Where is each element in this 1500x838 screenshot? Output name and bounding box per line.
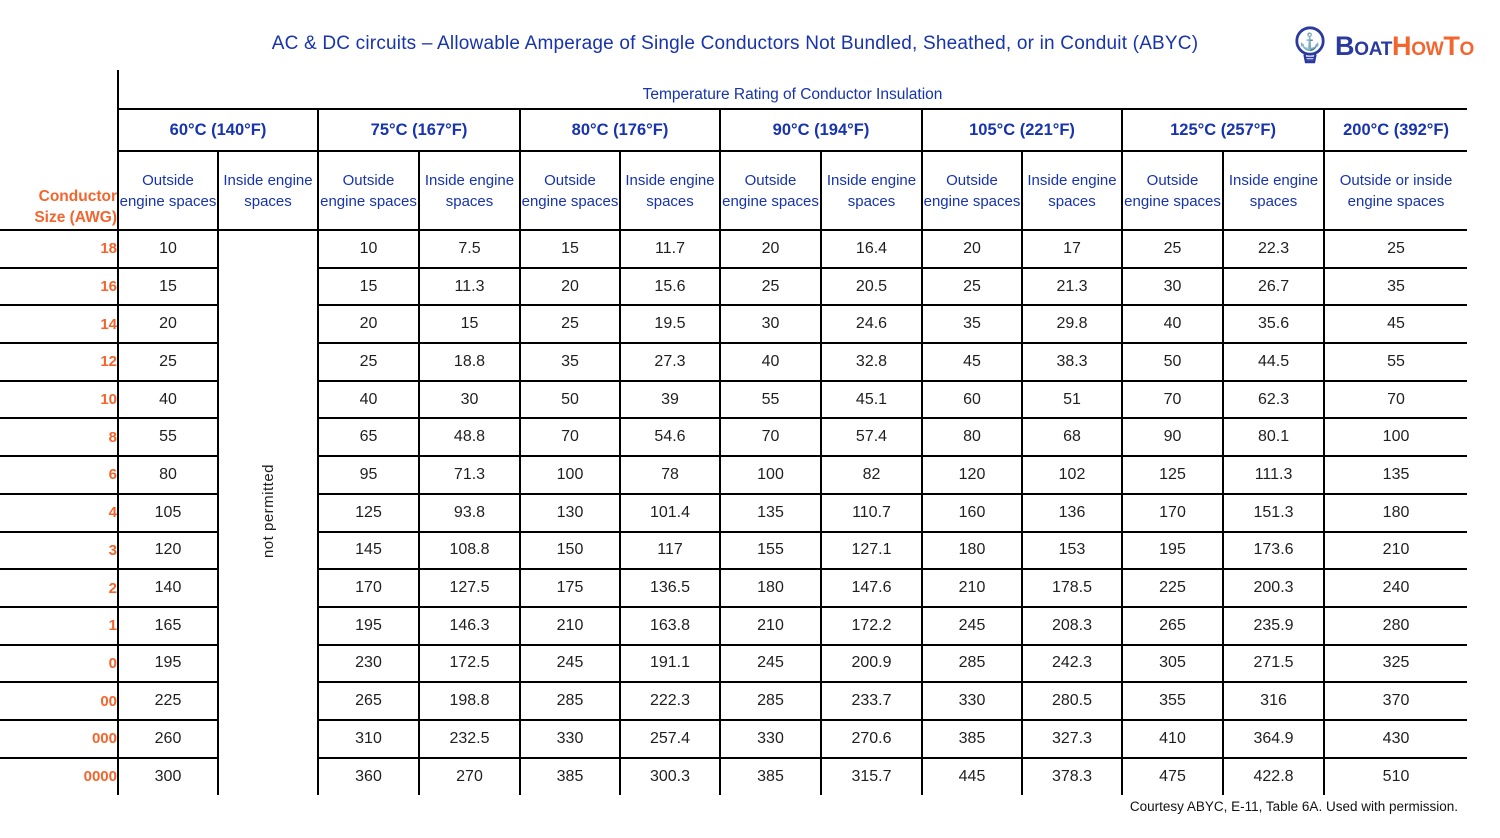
amperage-value: 422.8 [1223,758,1324,796]
amperage-value: 40 [318,381,419,419]
amperage-value: 29.8 [1022,305,1122,343]
amperage-value: 172.2 [821,607,922,645]
amperage-value: 175 [520,569,620,607]
amperage-value: 378.3 [1022,758,1122,796]
amperage-value: 200.9 [821,645,922,683]
subheader-cell: Outside engine spaces [520,151,620,230]
amperage-value: 70 [1324,381,1467,419]
amperage-value: 27.3 [620,343,720,381]
amperage-value: 80 [922,418,1022,456]
amperage-value: 260 [118,720,218,758]
amperage-value: 245 [520,645,620,683]
amperage-value: 26.7 [1223,268,1324,306]
subheader-cell: Outside engine spaces [922,151,1022,230]
amperage-value: 44.5 [1223,343,1324,381]
amperage-value: 270.6 [821,720,922,758]
left-divider-extension [117,70,119,110]
amperage-value: 15 [419,305,520,343]
amperage-value: 385 [922,720,1022,758]
temp-header-cell: 105°C (221°F) [922,109,1122,151]
amperage-value: 39 [620,381,720,419]
awg-label: 12 [0,343,118,381]
footer-credit: Courtesy ABYC, E-11, Table 6A. Used with permission. [1129,799,1458,814]
amperage-value: 210 [1324,532,1467,570]
amperage-value: 30 [1122,268,1223,306]
boathowto-logo [1289,24,1474,68]
amperage-value: 25 [118,343,218,381]
amperage-value: 330 [922,682,1022,720]
amperage-value: 51 [1022,381,1122,419]
amperage-value: 40 [118,381,218,419]
row-axis-label-line: Conductor [38,188,117,206]
amperage-value: 170 [1122,494,1223,532]
amperage-value: 125 [1122,456,1223,494]
amperage-value: 105 [118,494,218,532]
amperage-value: 22.3 [1223,230,1324,268]
awg-label: 8 [0,418,118,456]
amperage-value: 310 [318,720,419,758]
amperage-value: 165 [118,607,218,645]
amperage-value: 510 [1324,758,1467,796]
amperage-value: 136 [1022,494,1122,532]
subheader-cell: Inside engine spaces [419,151,520,230]
amperage-value: 65 [318,418,419,456]
amperage-value: 45 [1324,305,1467,343]
amperage-value: 62.3 [1223,381,1324,419]
amperage-value: 257.4 [620,720,720,758]
amperage-value: 127.1 [821,532,922,570]
amperage-value: 360 [318,758,419,796]
amperage-value: 20 [720,230,821,268]
amperage-value: 195 [118,645,218,683]
corner-spacer [0,109,118,151]
amperage-value: 15.6 [620,268,720,306]
amperage-value: 55 [720,381,821,419]
amperage-value: 280.5 [1022,682,1122,720]
amperage-value: 24.6 [821,305,922,343]
amperage-value: 35 [520,343,620,381]
amperage-value: 385 [520,758,620,796]
awg-label: 14 [0,305,118,343]
amperage-value: 17 [1022,230,1122,268]
subheader-cell: Outside or inside engine spaces [1324,151,1467,230]
amperage-value: 10 [318,230,419,268]
amperage-value: 7.5 [419,230,520,268]
amperage-value: 316 [1223,682,1324,720]
amperage-value: 111.3 [1223,456,1324,494]
amperage-value: 20 [922,230,1022,268]
amperage-value: 100 [1324,418,1467,456]
amperage-value: 95 [318,456,419,494]
amperage-value: 410 [1122,720,1223,758]
row-axis-label [0,151,118,230]
amperage-value: 160 [922,494,1022,532]
amperage-value: 50 [1122,343,1223,381]
amperage-value: 325 [1324,645,1467,683]
amperage-value: 222.3 [620,682,720,720]
amperage-value: 271.5 [1223,645,1324,683]
subheader-cell: Inside engine spaces [620,151,720,230]
amperage-value: 475 [1122,758,1223,796]
amperage-value: 180 [1324,494,1467,532]
awg-label: 4 [0,494,118,532]
awg-label: 2 [0,569,118,607]
amperage-value: 210 [720,607,821,645]
amperage-value: 15 [318,268,419,306]
amperage-value: 117 [620,532,720,570]
temp-header-cell: 125°C (257°F) [1122,109,1324,151]
temp-header-cell: 90°C (194°F) [720,109,922,151]
amperage-value: 20 [520,268,620,306]
amperage-value: 242.3 [1022,645,1122,683]
amperage-value: 285 [922,645,1022,683]
subheader-cell: Outside engine spaces [118,151,218,230]
amperage-value: 173.6 [1223,532,1324,570]
amperage-value: 200.3 [1223,569,1324,607]
amperage-value: 445 [922,758,1022,796]
amperage-value: 80.1 [1223,418,1324,456]
amperage-value: 54.6 [620,418,720,456]
amperage-value: 20 [118,305,218,343]
amperage-value: 230 [318,645,419,683]
amperage-value: 146.3 [419,607,520,645]
amperage-value: 315.7 [821,758,922,796]
amperage-value: 55 [118,418,218,456]
awg-label: 18 [0,230,118,268]
amperage-value: 210 [520,607,620,645]
amperage-value: 25 [922,268,1022,306]
amperage-value: 172.5 [419,645,520,683]
amperage-value: 330 [720,720,821,758]
amperage-value: 233.7 [821,682,922,720]
amperage-value: 180 [720,569,821,607]
temp-header-cell: 200°C (392°F) [1324,109,1467,151]
amperage-value: 130 [520,494,620,532]
amperage-value: 11.3 [419,268,520,306]
amperage-value: 25 [520,305,620,343]
amperage-value: 38.3 [1022,343,1122,381]
awg-label: 6 [0,456,118,494]
not-permitted-cell [218,230,318,795]
lightbulb-anchor-icon [1289,24,1331,68]
awg-label: 1 [0,607,118,645]
amperage-value: 195 [1122,532,1223,570]
amperage-value: 355 [1122,682,1223,720]
amperage-value: 151.3 [1223,494,1324,532]
amperage-value: 127.5 [419,569,520,607]
amperage-value: 82 [821,456,922,494]
table-super-header: Temperature Rating of Conductor Insulation [642,86,943,103]
amperage-value: 35.6 [1223,305,1324,343]
amperage-value: 70 [520,418,620,456]
amperage-value: 30 [720,305,821,343]
amperage-value: 147.6 [821,569,922,607]
amperage-value: 16.4 [821,230,922,268]
amperage-value: 15 [118,268,218,306]
page-title: AC & DC circuits – Allowable Amperage of Single Conductors Not Bundled, Sheathed, or in Conduit (ABYC) [271,33,1199,54]
amperage-value: 232.5 [419,720,520,758]
amperage-value: 20.5 [821,268,922,306]
logo-howto: HowTo [1392,30,1474,61]
amperage-value: 150 [520,532,620,570]
svg-text:⚓: ⚓ [1299,32,1321,52]
amperage-value: 55 [1324,343,1467,381]
subheader-cell: Outside engine spaces [318,151,419,230]
awg-label: 0000 [83,768,117,786]
amperage-value: 102 [1022,456,1122,494]
amperage-value: 40 [720,343,821,381]
subheader-cell: Outside engine spaces [720,151,821,230]
amperage-value: 191.1 [620,645,720,683]
awg-label: 000 [0,720,118,758]
table-row [0,230,1467,268]
amperage-value: 385 [720,758,821,796]
amperage-value: 48.8 [419,418,520,456]
amperage-value: 25 [1122,230,1223,268]
amperage-value: 163.8 [620,607,720,645]
amperage-value: 50 [520,381,620,419]
amperage-value: 70 [720,418,821,456]
amperage-value: 93.8 [419,494,520,532]
amperage-value: 35 [1324,268,1467,306]
amperage-value: 235.9 [1223,607,1324,645]
amperage-value: 32.8 [821,343,922,381]
amperage-value: 80 [118,456,218,494]
amperage-value: 10 [118,230,218,268]
awg-label: 16 [0,268,118,306]
awg-label: 00 [0,682,118,720]
temp-header-cell: 75°C (167°F) [318,109,520,151]
amperage-value: 45 [922,343,1022,381]
amperage-value: 225 [118,682,218,720]
amperage-value: 110.7 [821,494,922,532]
amperage-value: 327.3 [1022,720,1122,758]
amperage-value: 25 [1324,230,1467,268]
amperage-value: 145 [318,532,419,570]
amperage-value: 198.8 [419,682,520,720]
amperage-value: 364.9 [1223,720,1324,758]
amperage-value: 285 [720,682,821,720]
not-permitted-label: not permitted [259,463,277,558]
amperage-value: 135 [1324,456,1467,494]
amperage-value: 330 [520,720,620,758]
amperage-value: 90 [1122,418,1223,456]
amperage-value: 155 [720,532,821,570]
amperage-value: 45.1 [821,381,922,419]
logo-wordmark [1335,30,1474,61]
amperage-value: 15 [520,230,620,268]
subheader-cell: Outside engine spaces [1122,151,1223,230]
amperage-value: 208.3 [1022,607,1122,645]
amperage-value: 60 [922,381,1022,419]
subheader-cell: Inside engine spaces [218,151,318,230]
amperage-value: 300.3 [620,758,720,796]
amperage-value: 245 [720,645,821,683]
amperage-value: 195 [318,607,419,645]
amperage-value: 71.3 [419,456,520,494]
amperage-value: 70 [1122,381,1223,419]
amperage-value: 430 [1324,720,1467,758]
subheader-cell: Inside engine spaces [821,151,922,230]
amperage-value: 153 [1022,532,1122,570]
amperage-value: 270 [419,758,520,796]
amperage-value: 21.3 [1022,268,1122,306]
amperage-value: 57.4 [821,418,922,456]
amperage-value: 30 [419,381,520,419]
row-axis-label-line: Size (AWG) [34,209,117,227]
amperage-value: 265 [318,682,419,720]
awg-label: 3 [0,532,118,570]
amperage-value: 140 [118,569,218,607]
amperage-value: 180 [922,532,1022,570]
amperage-value: 178.5 [1022,569,1122,607]
amperage-value: 120 [922,456,1022,494]
amperage-value: 100 [520,456,620,494]
subheader-cell: Inside engine spaces [1223,151,1324,230]
amperage-value: 135 [720,494,821,532]
amperage-value: 136.5 [620,569,720,607]
amperage-value: 108.8 [419,532,520,570]
subheader-cell: Inside engine spaces [1022,151,1122,230]
awg-label: 10 [0,381,118,419]
amperage-value: 68 [1022,418,1122,456]
amperage-value: 20 [318,305,419,343]
temp-header-cell: 80°C (176°F) [520,109,720,151]
awg-label: 0 [0,645,118,683]
amperage-value: 245 [922,607,1022,645]
amperage-value: 240 [1324,569,1467,607]
amperage-value: 120 [118,532,218,570]
amperage-value: 100 [720,456,821,494]
amperage-value: 40 [1122,305,1223,343]
amperage-value: 370 [1324,682,1467,720]
temp-header-cell: 60°C (140°F) [118,109,318,151]
amperage-value: 225 [1122,569,1223,607]
amperage-value: 280 [1324,607,1467,645]
amperage-table [0,108,1467,795]
amperage-value: 25 [720,268,821,306]
amperage-value: 265 [1122,607,1223,645]
amperage-value: 101.4 [620,494,720,532]
amperage-value: 11.7 [620,230,720,268]
amperage-value: 18.8 [419,343,520,381]
amperage-value: 35 [922,305,1022,343]
amperage-value: 300 [118,758,218,796]
amperage-value: 170 [318,569,419,607]
amperage-value: 78 [620,456,720,494]
amperage-value: 305 [1122,645,1223,683]
amperage-value: 125 [318,494,419,532]
amperage-value: 285 [520,682,620,720]
amperage-value: 19.5 [620,305,720,343]
amperage-value: 210 [922,569,1022,607]
amperage-value: 25 [318,343,419,381]
logo-boat: Boat [1335,30,1393,61]
